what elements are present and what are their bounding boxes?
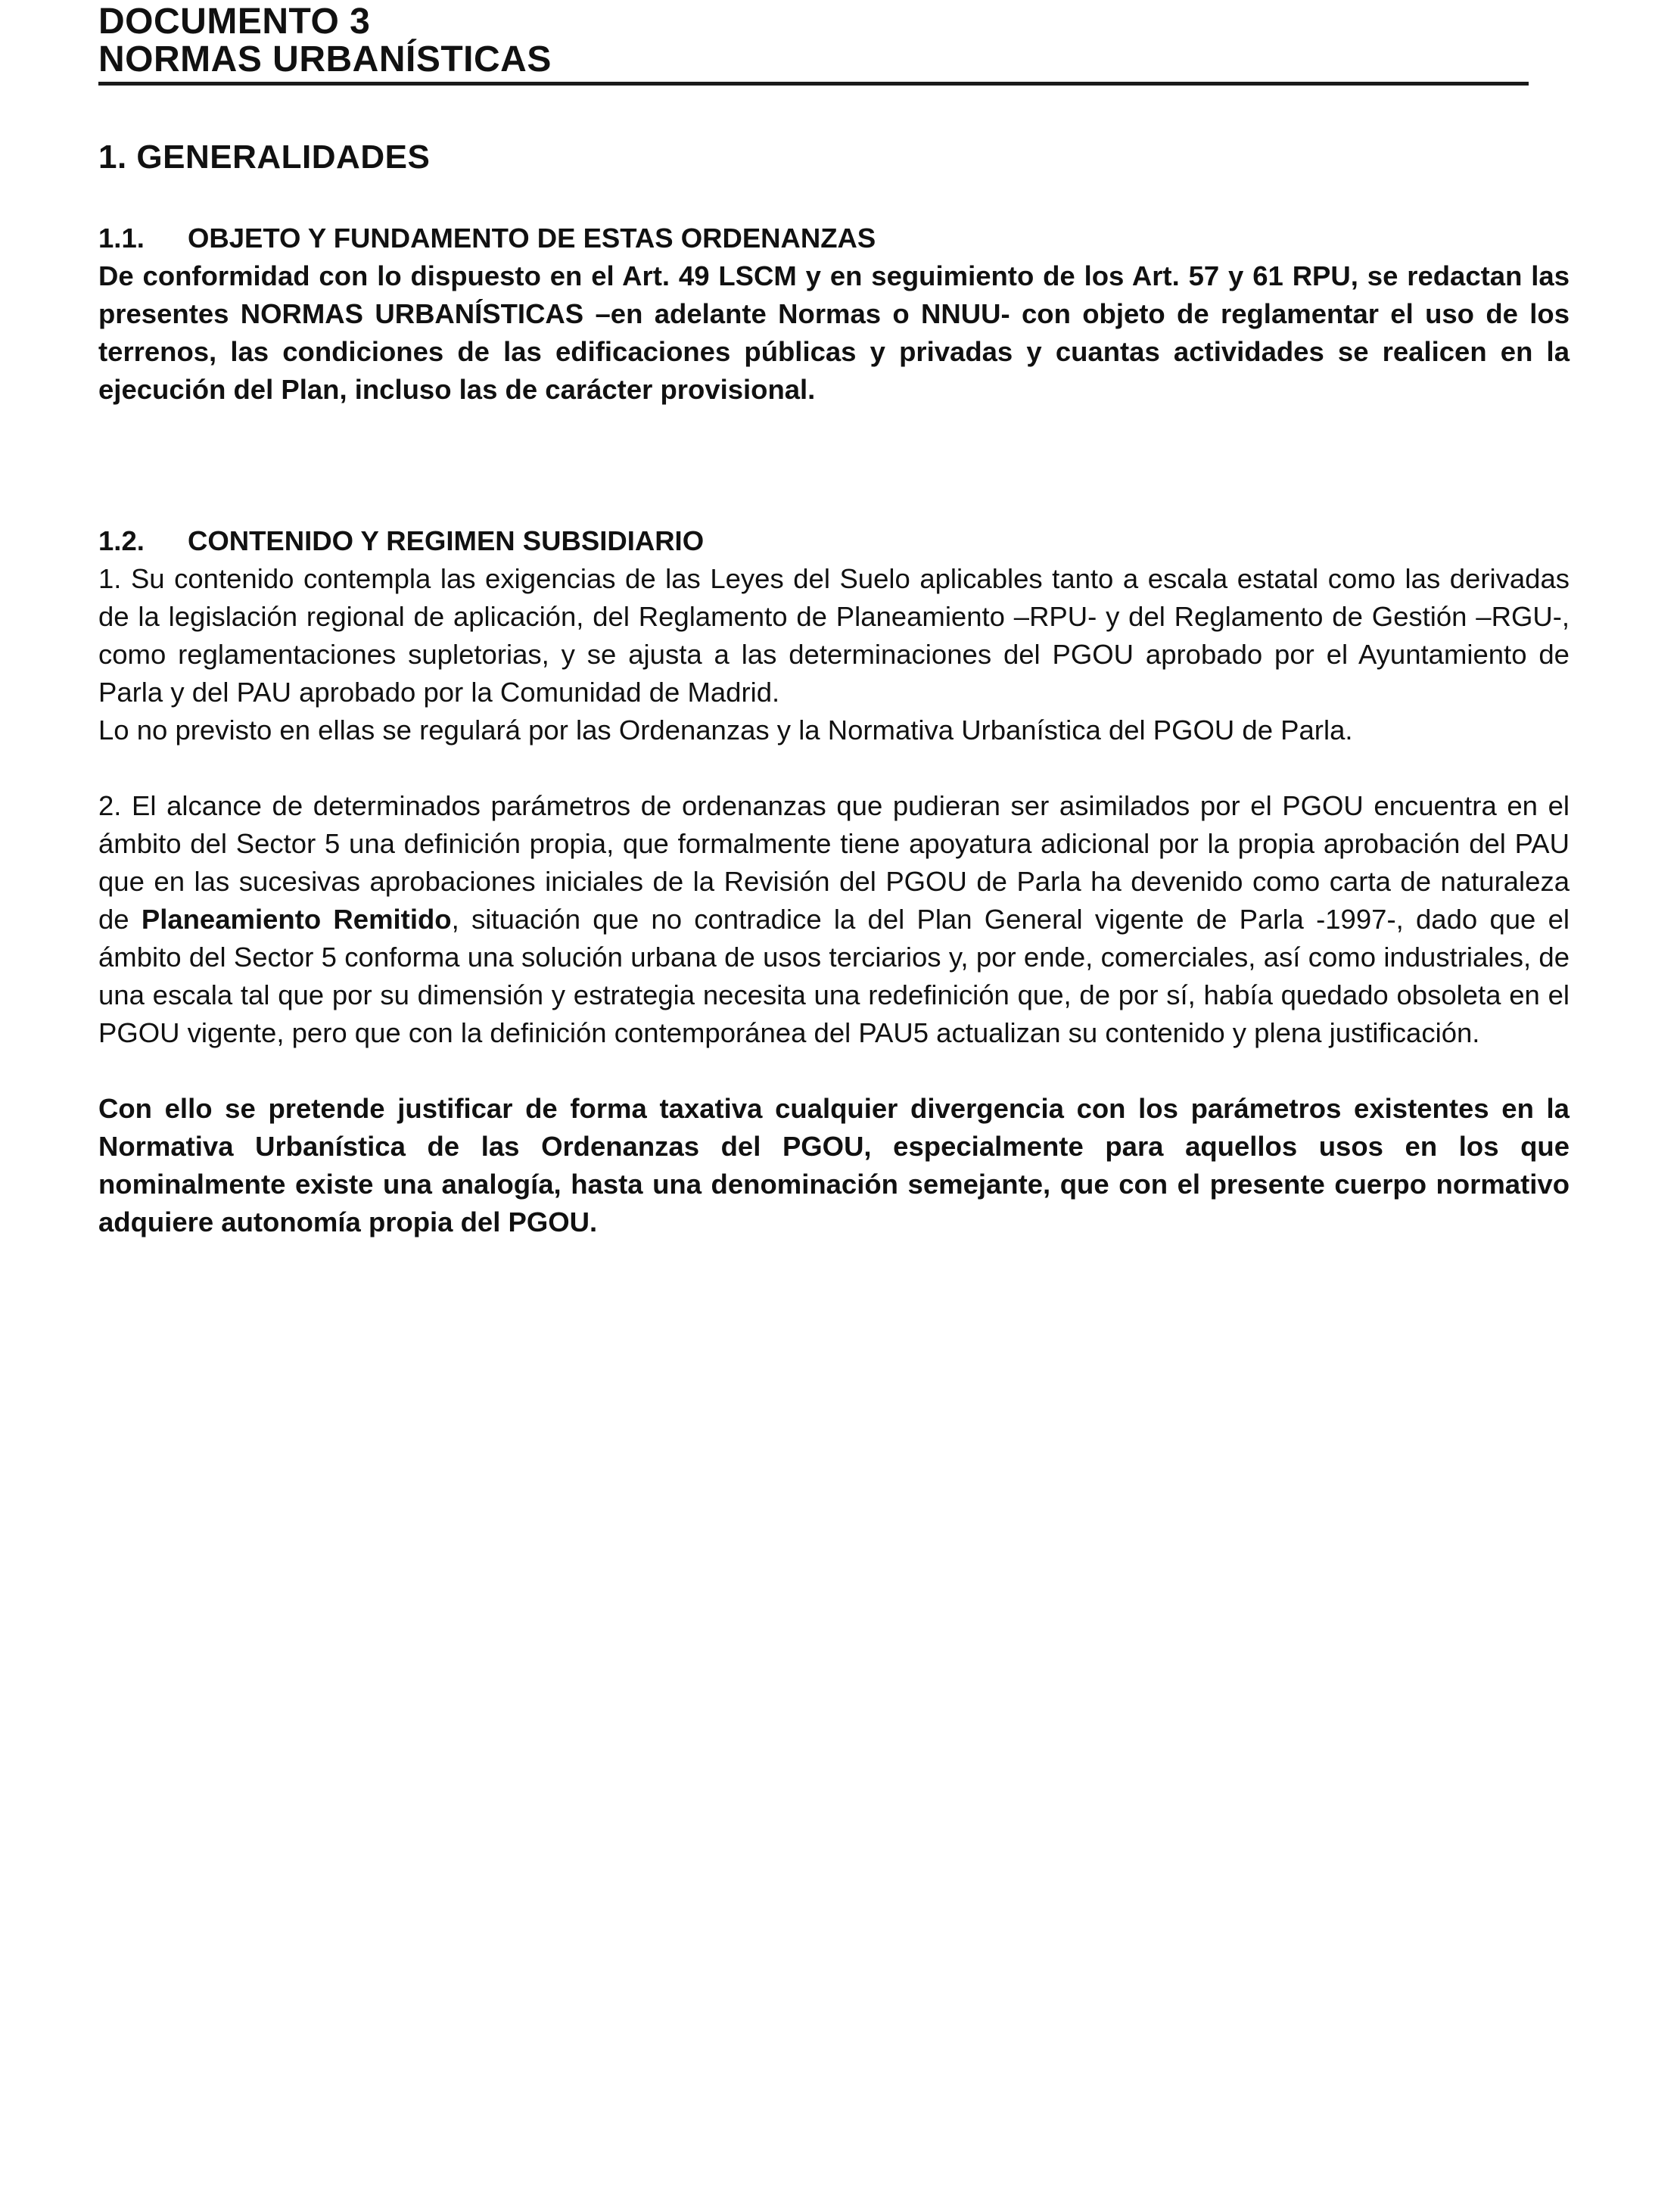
subsection-title: CONTENIDO Y REGIMEN SUBSIDIARIO — [188, 525, 705, 556]
subsection-number: 1.1. — [98, 223, 145, 254]
paragraph-3-text-start: 2. El alcance de determinados parámetros de ordenanzas que pudieran ser asimilados por el PGOU encuentra en el ámbito del Sector 5 una definición propia, que formalmente tiene apoyatura adicional por la propia aprobación del PAU que en las sucesivas aprobaciones iniciales de la Revisión del PGOU de Parla ha devenido como carta de naturaleza de — [98, 790, 1570, 935]
document-title: NORMAS URBANÍSTICAS — [98, 39, 552, 79]
document-number: DOCUMENTO 3 — [98, 2, 371, 42]
contenido-paragraph-2: Lo no previsto en ellas se regulará por las Ordenanzas y la Normativa Urbanística del PGOU de Parla. — [98, 714, 1353, 746]
subsection-heading — [98, 522, 1570, 560]
subsection-objeto — [98, 219, 1570, 409]
paragraph-spacer — [98, 1052, 1570, 1090]
planeamiento-remitido-term: Planeamiento Remitido — [141, 904, 452, 935]
contenido-paragraph-1: 1. Su contenido contempla las exigencias de las Leyes del Suelo aplicables tanto a escala estatal como las derivadas de la legislación regional de aplicación, del Reglamento de Planeamiento –RPU- y del Reglamento de Gestión –RGU-, como reglamentaciones supletorias, y se ajusta a las determinaciones del PGOU aprobado por el Ayuntamiento de Parla y del PAU aprobado por la Comunidad de Madrid. — [98, 563, 1570, 708]
subsection-heading — [98, 219, 1570, 257]
objeto-paragraph: De conformidad con lo dispuesto en el Art. 49 LSCM y en seguimiento de los Art. 57 y 61 RPU, se redactan las presentes NORMAS URBANÍSTICAS –en adelante Normas o NNUU- con objeto de reglamentar el uso de los terrenos, las condiciones de las edificaciones públicas y privadas y cuantas actividades se realicen en la ejecución del Plan, incluso las de carácter provisional. — [98, 260, 1570, 405]
section-heading-generalidades: 1. GENERALIDADES — [98, 139, 431, 176]
subsection-title: OBJETO Y FUNDAMENTO DE ESTAS ORDENANZAS — [188, 223, 876, 254]
paragraph-3-text-end: , situación que no contradice la del Plan General vigente de Parla -1997-, dado que el ámbito del Sector 5 conforma una solución urbana de usos terciarios y, por ende, comerciales, así como industriales, de una escala tal que por su dimensión y estrategia necesita una redefinición que, de por sí, había quedado obsoleta en el PGOU vigente, pero que con la definición contemporánea del PAU5 actualizan su contenido y plena justificación. — [98, 904, 1570, 1048]
document-header — [98, 3, 1529, 86]
subsection-contenido — [98, 522, 1570, 1241]
subsection-number: 1.2. — [98, 525, 145, 556]
paragraph-spacer — [98, 749, 1570, 787]
contenido-paragraph-4: Con ello se pretende justificar de forma taxativa cualquier divergencia con los parámetros existentes en la Normativa Urbanística de las Ordenanzas del PGOU, especialmente para aquellos usos en los que nominalmente existe una analogía, hasta una denominación semejante, que con el presente cuerpo normativo adquiere autonomía propia del PGOU. — [98, 1093, 1570, 1237]
contenido-paragraph-3 — [98, 787, 1570, 1052]
